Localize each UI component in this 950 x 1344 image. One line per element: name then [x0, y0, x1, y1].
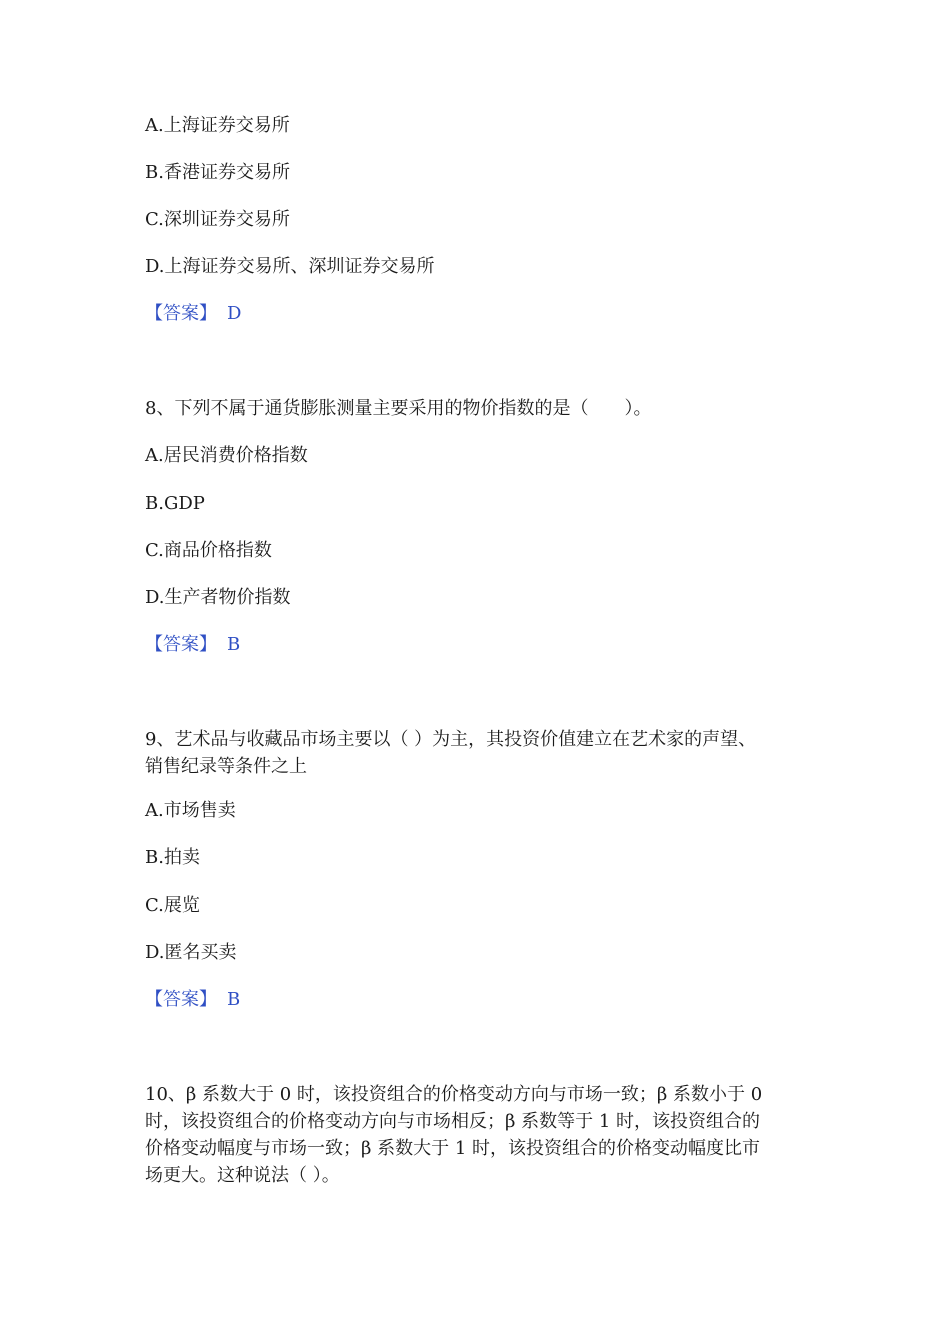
q10-line-2: 时，该投资组合的价格变动方向与市场相反；β 系数等于 1 时，该投资组合的	[145, 1111, 761, 1132]
q8-option-d: D.生产者物价指数	[145, 587, 291, 608]
q7-option-c: C.深圳证券交易所	[145, 209, 290, 230]
q7-option-b: B.香港证券交易所	[145, 162, 290, 183]
answer-label: 【答案】	[145, 989, 217, 1010]
q7-answer	[145, 302, 241, 326]
q9-option-b: B.拍卖	[145, 847, 200, 868]
q9-answer	[145, 988, 240, 1012]
q9-option-d: D.匿名买卖	[145, 942, 237, 963]
answer-label: 【答案】	[145, 303, 217, 324]
q9-option-c: C.展览	[145, 895, 200, 916]
q8-answer	[145, 633, 240, 657]
q7-option-d: D.上海证券交易所、深圳证券交易所	[145, 256, 435, 277]
q9-option-a: A.市场售卖	[145, 800, 236, 821]
q8-option-b: B.GDP	[145, 493, 205, 514]
q8-question: 8、下列不属于通货膨胀测量主要采用的物价指数的是（ ）。	[145, 398, 652, 419]
answer-value: B	[227, 989, 241, 1010]
answer-label: 【答案】	[145, 634, 217, 655]
q9-question-line-2: 销售纪录等条件之上	[145, 756, 307, 777]
q10-line-1: 10、β 系数大于 0 时，该投资组合的价格变动方向与市场一致；β 系数小于 0	[145, 1084, 763, 1105]
q9-question-line-1: 9、艺术品与收藏品市场主要以（ ）为主，其投资价值建立在艺术家的声望、	[145, 729, 757, 750]
q10-line-4: 场更大。这种说法（ ）。	[145, 1165, 340, 1186]
q7-option-a: A.上海证券交易所	[145, 115, 290, 136]
answer-value: D	[227, 303, 242, 324]
answer-value: B	[227, 634, 241, 655]
q8-option-c: C.商品价格指数	[145, 540, 272, 561]
q10-line-3: 价格变动幅度与市场一致；β 系数大于 1 时，该投资组合的价格变动幅度比市	[145, 1138, 761, 1159]
q8-option-a: A.居民消费价格指数	[145, 445, 308, 466]
